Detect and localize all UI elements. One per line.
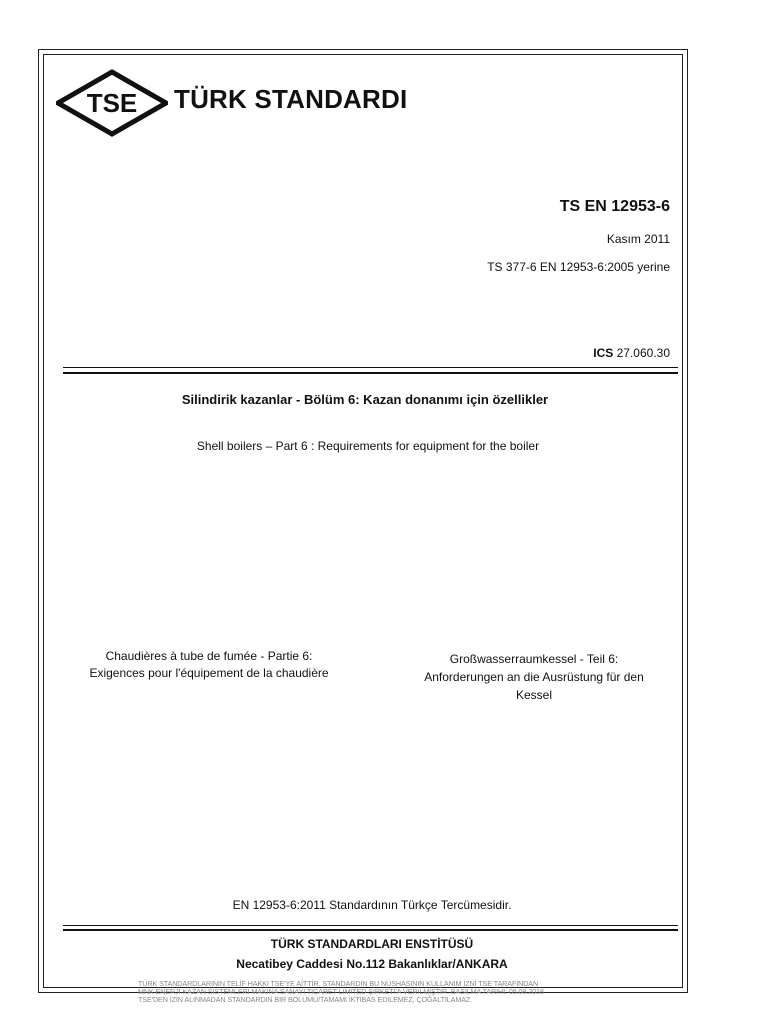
copyright-notice (138, 980, 658, 1004)
ics-label: ICS (593, 346, 614, 360)
copyright-line2: MNK ENERJİ KAZAN SİSTEMLERİ MAKİNA SANAYİ TİCARET LİMİTED ŞİRKETİ'A VERİLMİŞTİR. BASILMA TARİHİ: 05.08.2018 (138, 987, 544, 996)
title-german-line3: Kessel (515, 688, 553, 702)
publication-date: Kasım 2011 (606, 232, 670, 246)
title-french (75, 648, 343, 682)
tse-logo (56, 68, 168, 138)
title-french-line1: Chaudières à tube de fumée - Partie 6: (105, 649, 313, 663)
title-german (393, 650, 675, 704)
institute-name: TÜRK STANDARDLARI ENSTİTÜSÜ (270, 937, 474, 951)
page-border-inner (43, 54, 683, 988)
ics-code (593, 346, 670, 360)
title-turkish: Silindirik kazanlar - Bölüm 6: Kazan donanımı için özellikler (181, 392, 549, 407)
replaces-note: TS 377-6 EN 12953-6:2005 yerine (487, 260, 670, 274)
translation-note: EN 12953-6:2011 Standardının Türkçe Tercümesidir. (232, 898, 512, 912)
standard-number: TS EN 12953-6 (559, 198, 670, 215)
logo-text: TSE (86, 88, 138, 118)
title-french-line2: Exigences pour l'équipement de la chaudière (89, 666, 329, 680)
brand-name: TÜRK STANDARDI (174, 84, 408, 114)
copyright-line1: TÜRK STANDARDLARININ TELİF HAKKI TSE'YE AİTTİR. STANDARDIN BU NÜSHASININ KULLANIM İZNİ TSE TARAFINDAN (138, 979, 539, 988)
title-german-line1: Großwasserraumkessel - Teil 6: (449, 652, 619, 666)
institute-address: Necatibey Caddesi No.112 Bakanlıklar/ANKARA (236, 957, 508, 971)
divider-bottom-thin (63, 925, 678, 926)
title-german-line2: Anforderungen an die Ausrüstung für den (424, 670, 644, 684)
divider-top-thick (63, 372, 678, 374)
copyright-line3: TSE'DEN İZİN ALINMADAN STANDARDIN BİR BÖLÜMÜ/TAMAMI İKTİBAS EDİLEMEZ, ÇOĞALTILAMAZ. (138, 995, 473, 1004)
divider-bottom-thick (63, 929, 678, 931)
divider-top-thin (63, 367, 678, 368)
title-english: Shell boilers – Part 6 : Requirements for equipment for the boiler (196, 439, 540, 453)
ics-value: 27.060.30 (616, 346, 670, 360)
